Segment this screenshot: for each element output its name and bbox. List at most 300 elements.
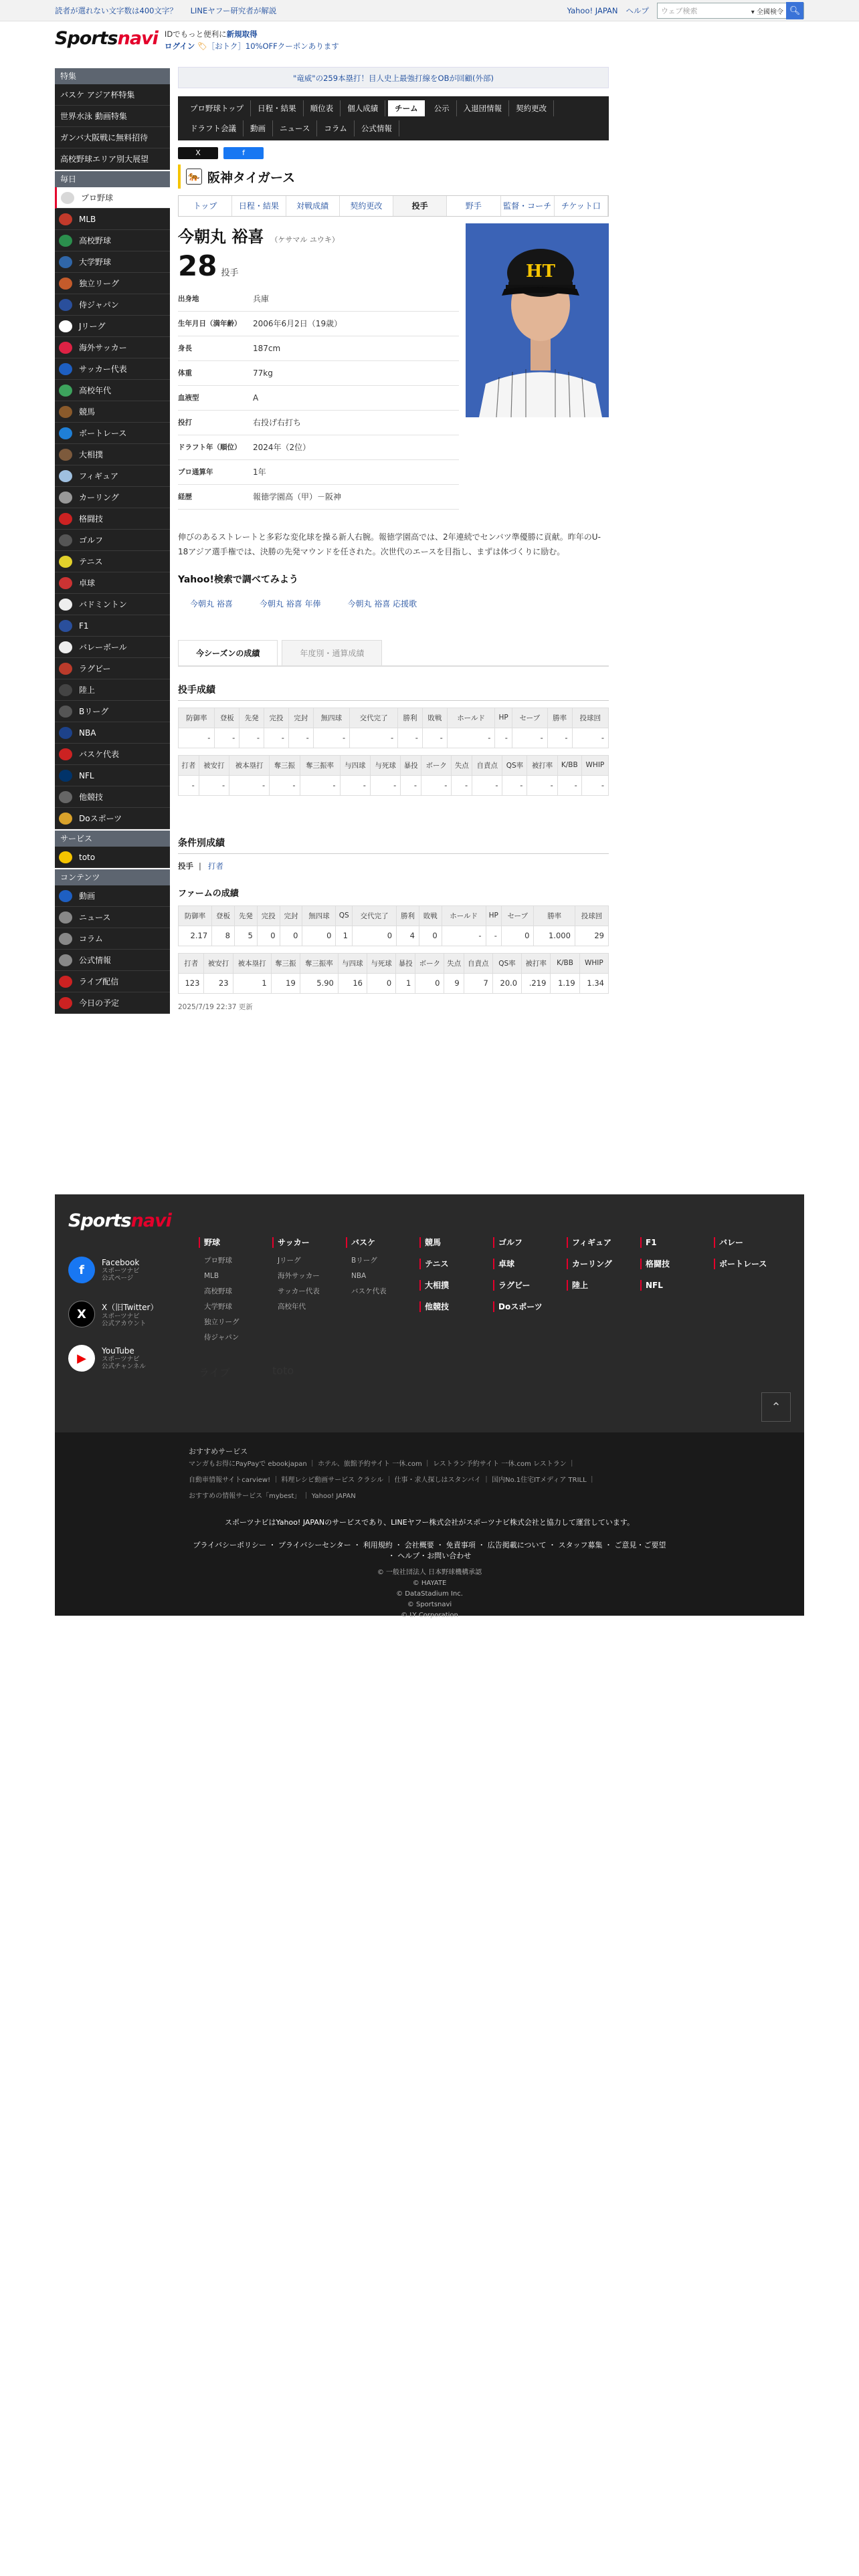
footer-logo[interactable]: Sportsnavi [68,1210,171,1231]
news-icon [59,911,72,924]
rugby-icon [59,663,72,675]
sidebar-item-Bリーグ[interactable] [55,701,170,722]
stats-tab[interactable]: 今シーズンの成績 [178,640,278,665]
yahoo-search-link[interactable]: 今朝丸 裕喜 [190,599,233,609]
table-header-cell: 被打率 [522,953,551,973]
table-header-cell: 与死球 [370,755,400,775]
baseball-nav-item[interactable]: 契約更改 [509,100,554,116]
team-tab[interactable]: 契約更改 [340,196,393,216]
table-cell: 9 [444,973,464,993]
sidebar-item-ゴルフ[interactable] [55,530,170,551]
table-header-cell: 投球回 [572,708,608,728]
stats-tab[interactable]: 年度別・通算成績 [282,640,382,665]
skate-icon [59,470,72,482]
table-cell: .219 [522,973,551,993]
table-cell: - [199,775,229,795]
table-cell: - [442,926,486,946]
baseball-nav-item[interactable]: 公式情報 [355,120,399,136]
top-bar [0,0,859,21]
table-header-cell: 先発 [240,708,264,728]
volleyball-icon [59,641,72,653]
sidebar [55,67,170,1014]
footer-col-heading[interactable]: toto [272,1364,294,1377]
sidebar-item-NFL[interactable] [55,765,170,786]
sidebar-item-バレーボール[interactable] [55,637,170,658]
sidebar-feature-1[interactable]: バスケ アジア杯特集 [55,84,170,106]
team-tab[interactable]: 日程・結果 [232,196,286,216]
basketball-icon [59,748,72,760]
other-icon [59,791,72,803]
sidebar-item-Doスポーツ[interactable] [55,808,170,829]
register-link[interactable]: 新規取得 [226,29,258,39]
table-cell: - [350,728,398,748]
table-header-cell: 与四球 [340,755,370,775]
footer-col-heading[interactable]: 卓球 [493,1259,567,1269]
footer-link[interactable]: Jリーグ [278,1257,301,1265]
table-row [179,775,609,795]
sidebar-item-F1[interactable] [55,615,170,637]
help-link[interactable]: ヘルプ [626,6,649,15]
baseball-nav-item[interactable]: 順位表 [304,100,341,116]
sidebar-item-label: toto [79,852,96,862]
player-info-value: A [253,385,459,410]
do-icon [59,813,72,825]
shuttle-icon [59,599,72,611]
footer-link[interactable]: 高校野球 [204,1287,232,1295]
sidebar-item-toto[interactable] [55,847,170,868]
back-to-top-icon[interactable]: ⌃ [761,1392,791,1422]
table-header-cell: 暴投 [396,953,415,973]
sportsnavi-logo[interactable]: Sportsnavi [55,28,158,49]
baseball-nav-item[interactable]: 日程・結果 [251,100,304,116]
sidebar-item-バドミントン[interactable] [55,594,170,615]
player-profile [178,223,609,510]
table-cell: 1.19 [551,973,579,993]
table-header-cell: 防御率 [179,708,215,728]
table-header-cell: セーブ [501,905,534,926]
footer-social-youtube[interactable] [68,1336,182,1380]
sidebar-item-大学野球[interactable] [55,251,170,273]
footer-link[interactable]: バスケ代表 [351,1287,387,1295]
player-info-value: 2006年6月2日（19歳） [253,311,459,336]
baseball-nav-item[interactable]: プロ野球トップ [183,100,251,116]
sidebar-item-侍ジャパン[interactable] [55,294,170,316]
player-info-table [178,286,459,510]
table-header-cell: 勝利 [397,905,419,926]
team-tab[interactable]: トップ [179,196,232,216]
footer-social-sub: 公式ページ [102,1275,134,1282]
footer-col-heading[interactable]: 陸上 [567,1280,640,1291]
youtube-icon: ▶ [68,1345,95,1372]
table-row [179,973,609,993]
table-cell: - [340,775,370,795]
sidebar-item-label: NBA [79,728,96,738]
table-cell: 1 [233,973,271,993]
sidebar-item-label: F1 [79,621,89,631]
shoe-icon [59,684,72,696]
footer-link[interactable]: 独立リーグ [204,1318,240,1326]
table-header-cell: 勝率 [547,708,572,728]
f1-icon [59,620,72,632]
sidebar-heading-contents: コンテンツ [55,869,170,885]
baseball-nav-item[interactable]: 個人成績 [341,100,385,116]
table-header-cell: 打者 [179,755,199,775]
table-header-row [179,755,609,775]
footer-link[interactable]: 大学野球 [204,1303,232,1311]
table-header-cell: 被安打 [204,953,233,973]
table-cell: 0 [352,926,396,946]
toto-icon [59,851,72,863]
pitching-stats-table-2 [178,755,609,796]
copyrights [189,1568,670,1621]
footer-social [68,1248,182,1380]
player-info-key: 投打 [178,410,253,435]
table-cell: - [472,775,502,795]
golf-icon [59,534,72,546]
sidebar-item-label: NFL [79,770,94,780]
sidebar-item-高校年代[interactable] [55,380,170,401]
share-facebook-button[interactable]: f [223,147,264,159]
sidebar-item-ニュース[interactable] [55,907,170,928]
table-cell: - [270,775,300,795]
player-info-key: ドラフト年（順位） [178,435,253,459]
share-x-button[interactable]: X [178,147,218,159]
table-cell: - [300,775,340,795]
footer-link[interactable]: 高校年代 [278,1303,306,1311]
footer-social-x[interactable] [68,1292,182,1336]
sidebar-item-label: 高校野球 [79,236,112,245]
footer-col-heading[interactable]: 野球 [199,1237,272,1248]
sidebar-item-大相撲[interactable] [55,444,170,465]
table-cell: 123 [179,973,204,993]
top-news-link-1[interactable]: 読者が選れない文字数は400文字？ [55,6,177,15]
footer-link[interactable]: サッカー代表 [278,1287,320,1295]
table-cell: - [264,728,289,748]
table-header-cell: 完投 [257,905,280,926]
team-tab[interactable]: チケット口 [555,196,608,216]
sidebar-item-ライブ配信[interactable] [55,971,170,992]
footer-col-heading[interactable]: Doスポーツ [493,1301,567,1312]
calendar-icon [59,997,72,1009]
table-cell: - [572,728,608,748]
soccer-icon [59,363,72,375]
sidebar-item-コラム[interactable] [55,928,170,950]
table-header-cell: WHIP [581,755,608,775]
team-tab[interactable]: 対戦成績 [286,196,340,216]
pitching-stats-table-1 [178,708,609,748]
sidebar-item-label: 競馬 [79,407,96,417]
table-cell: - [512,728,547,748]
soccer-icon [59,320,72,332]
soccer-icon [59,385,72,397]
table-header-cell: 無四球 [302,905,336,926]
sidebar-heading-mainichi: 毎日 [55,171,170,187]
sidebar-item-プロ野球[interactable] [55,187,170,209]
footer-social-sub: スポーツナビ [102,1267,140,1275]
player-info-row [178,286,459,311]
baseball-nav-item[interactable]: 動画 [244,120,273,136]
footer-col-heading[interactable]: ライブ [199,1366,231,1379]
footer-link[interactable]: MLB [204,1272,219,1280]
updated-time: 2025/7/19 22:37 更新 [178,1002,253,1011]
sidebar-item-label: 陸上 [79,685,96,695]
player-info-value: 兵庫 [253,286,459,311]
table-header-cell: HP [495,708,512,728]
baseball-nav-item[interactable]: 公示 [427,100,457,116]
footer-col-heading[interactable]: ゴルフ [493,1237,567,1248]
sidebar-item-今日の予定[interactable] [55,992,170,1014]
promo-banner[interactable]: "竜威"の259本塁打！目人史上最強打線をOBが回顧(外部) [178,67,609,88]
info-icon [59,954,72,966]
top-news-link-2[interactable]: LINEヤフー研究者が解説 [190,6,277,15]
copyright-line: © LY Corporation [401,1612,458,1619]
table-cell: - [179,775,199,795]
table-header-cell: 被安打 [199,755,229,775]
footer-col-heading[interactable]: 他競技 [419,1301,493,1312]
table-header-row [179,953,609,973]
sidebar-item-フィギュア[interactable] [55,465,170,487]
table-cell: 29 [575,926,608,946]
table-cell: - [398,728,423,748]
copyright-line: © DataStadium Inc. [396,1590,463,1598]
footer-col-heading[interactable]: 競馬 [419,1237,493,1248]
table-cell: - [370,775,400,795]
player-info-value: 1年 [253,459,459,484]
sidebar-item-バスケ代表[interactable] [55,744,170,765]
footer-col [199,1237,272,1346]
table-header-cell: 防御率 [179,905,212,926]
table-cell: 7 [464,973,492,993]
footer-col-heading[interactable]: ボートレース [714,1259,787,1269]
table-header-cell: 先発 [234,905,257,926]
sidebar-item-Jリーグ[interactable] [55,316,170,337]
table-cell: 0 [257,926,280,946]
table-header-cell: 敗戦 [422,708,447,728]
table-cell: 2.17 [179,926,212,946]
player-info-row [178,410,459,435]
table-cell: - [557,775,581,795]
search-input[interactable]: ウェブ検索 [661,7,698,15]
sidebar-feature-2[interactable]: 世界水泳 動画特集 [55,106,170,127]
sidebar-feature-4[interactable]: 高校野球エリア別大展望 [55,148,170,170]
sidebar-item-label: プロ野球 [81,193,114,203]
sidebar-feature-3[interactable]: ガンバ大阪戦に無料招待 [55,127,170,148]
baseball-nav-item[interactable]: 入退団情報 [457,100,510,116]
recommended-services-heading: おすすめサービス [189,1447,248,1456]
sidebar-item-label: テニス [79,557,103,566]
sidebar-item-label: 今日の予定 [79,998,120,1008]
footer-col [567,1237,640,1346]
sidebar-item-卓球[interactable] [55,572,170,594]
team-tab[interactable]: 監督・コーチ [501,196,555,216]
sidebar-item-label: 独立リーグ [79,279,120,288]
sidebar-item-ラグビー[interactable] [55,658,170,679]
footer-col-heading[interactable]: 大相撲 [419,1280,493,1291]
footer-col-heading[interactable]: カーリング [567,1259,640,1269]
glove-icon [59,513,72,525]
footer-link[interactable]: NBA [351,1272,367,1280]
recommended-service-line[interactable]: マンガもお得にPayPayで ebookjapan ｜ ホテル、旅館予約サイト 一休.com ｜ レストラン予約サイト 一休.com レストラン ｜ [189,1461,575,1468]
sidebar-item-公式情報[interactable] [55,950,170,971]
footer-link[interactable]: プロ野球 [204,1257,232,1265]
copyright-line: © Sportsnavi [407,1601,452,1608]
recommended-service-line[interactable]: おすすめの情報サービス「mybest」 ｜ Yahoo! JAPAN [189,1493,356,1500]
stats-tabs [178,640,609,667]
footer-social-sub: 公式アカウント [102,1319,147,1327]
footer-link[interactable]: 海外サッカー [278,1272,320,1280]
player-description: 伸びのあるストレートと多彩な変化球を操る新人右腕。報徳学園高では、2年連続でセンバツ準優勝に貢献。昨年のU-18アジア選手権では、決勝の先発マウンドを任された。次世代のエースを目指し、まずは体づくりに励む。 [178,532,601,556]
footer-col-heading[interactable]: バレー [714,1237,787,1248]
footer-col [714,1237,787,1346]
baseball-icon [59,235,72,247]
table-cell: - [527,775,557,795]
footer-col [346,1237,419,1346]
footer-col [493,1237,567,1346]
player-info-row [178,459,459,484]
footer [55,1194,804,1619]
table-header-row [179,905,609,926]
footer-social-sub: スポーツナビ [102,1312,140,1320]
sidebar-item-label: ゴルフ [79,536,104,545]
pitching-stats-heading: 投手成績 [178,683,609,701]
sidebar-item-競馬[interactable] [55,401,170,423]
yahoo-search-link[interactable]: 今朝丸 裕喜 応援歌 [347,599,417,609]
login-link[interactable]: ログイン [164,41,195,51]
table-header-cell: 打者 [179,953,204,973]
table-header-cell: 登板 [215,708,240,728]
yahoo-japan-link[interactable]: Yahoo! JAPAN [567,6,618,15]
baseball-nav-item[interactable]: チーム [388,100,425,116]
team-tab[interactable]: 野手 [447,196,500,216]
coupon-link[interactable]: ［おトク］10%OFFクーポンあります [207,41,339,51]
sidebar-item-label: 他競技 [79,792,104,802]
pingpong-icon [59,577,72,589]
sidebar-item-ボートレース[interactable] [55,423,170,444]
table-header-cell: 投球回 [575,905,608,926]
sidebar-item-label: 海外サッカー [79,343,127,352]
sidebar-item-高校野球[interactable] [55,230,170,251]
sidebar-item-動画[interactable] [55,885,170,907]
x-icon: X [68,1301,95,1327]
footer-link[interactable]: 侍ジャパン [204,1333,240,1341]
main-content [178,67,609,1012]
sidebar-item-label: 大相撲 [79,450,104,459]
table-header-cell: セーブ [512,708,547,728]
sidebar-item-テニス[interactable] [55,551,170,572]
yahoo-search-link[interactable]: 今朝丸 裕喜 年俸 [259,599,321,609]
baseball-icon [59,278,72,290]
table-cell: - [495,728,512,748]
footer-social-name: Facebook [102,1258,140,1267]
table-cell: - [313,728,349,748]
footer-social-facebook[interactable] [68,1248,182,1292]
baseball-nav-item[interactable]: ニュース [273,120,317,136]
column-icon [59,933,72,945]
policy-links[interactable]: プライバシーポリシー ・ プライバシーセンター ・ 利用規約 ・ 会社概要 ・ 免責事項 ・ 広告掲載について ・ スタッフ募集 ・ ご意見・ご要望 ・ ヘルプ・お問い合わせ [193,1541,666,1560]
table-cell: 4 [397,926,419,946]
footer-col-heading[interactable]: バスケ [346,1237,419,1248]
table-cell: 23 [204,973,233,993]
search-icon[interactable]: 🔍︎ [786,2,803,19]
player-info-value: 187cm [253,336,459,360]
nfl-icon [59,770,72,782]
footer-col-heading[interactable]: フィギュア [567,1237,640,1248]
live-icon [59,976,72,988]
sidebar-item-label: フィギュア [79,471,119,481]
sidebar-item-海外サッカー[interactable] [55,337,170,358]
baseball-icon [59,299,72,311]
table-cell: - [502,775,527,795]
footer-col-heading[interactable]: 格闘技 [640,1259,714,1269]
table-header-cell: WHIP [579,953,608,973]
team-tab[interactable]: 投手 [393,196,447,216]
farm-stats-heading: ファームの成績 [178,888,239,899]
sidebar-item-label: 卓球 [79,578,96,588]
recommended-services [189,1457,670,1505]
table-cell: - [229,775,270,795]
footer-col-heading[interactable]: ラグビー [493,1280,567,1291]
sidebar-item-NBA[interactable] [55,722,170,744]
baseball-nav-item[interactable]: ドラフト会議 [183,120,244,136]
sidebar-item-格闘技[interactable] [55,508,170,530]
table-header-cell: ボーク [415,953,444,973]
sidebar-item-label: ニュース [79,913,111,922]
footer-col-heading[interactable]: サッカー [272,1237,346,1248]
footer-col-heading[interactable]: F1 [640,1237,714,1248]
table-cell: 0 [367,973,396,993]
sidebar-heading-service: サービス [55,831,170,847]
baseball-nav-item[interactable]: コラム [317,120,354,136]
player-info-key: 体重 [178,360,253,385]
sidebar-item-独立リーグ[interactable] [55,273,170,294]
sidebar-item-MLB[interactable] [55,209,170,230]
table-cell: - [581,775,608,795]
table-header-cell: 勝利 [398,708,423,728]
footer-col-heading[interactable]: NFL [640,1280,714,1291]
table-header-cell: 奪三振率 [300,953,338,973]
boat-icon [59,427,72,439]
recommended-service-line[interactable]: 自動車情報サイトcarview! ｜ 料理レシピ動画サービス クラシル ｜ 仕事・求人探しはスタンバイ ｜ 国内No.1住宅ITメディア TRILL ｜ [189,1477,595,1484]
bleague-icon [59,706,72,718]
sidebar-item-他競技[interactable] [55,786,170,808]
web-search-box[interactable] [657,3,804,19]
sidebar-item-label: サッカー代表 [79,364,127,374]
svg-text:HT: HT [526,261,555,282]
sumo-icon [59,449,72,461]
sidebar-item-カーリング[interactable] [55,487,170,508]
header-tagline: IDでもっと便利に [164,29,227,39]
table-cell: - [421,775,452,795]
table-header-cell: 自責点 [464,953,492,973]
cond-batter-link[interactable]: 打者 [207,861,223,871]
copyright-line: © HAYATE [412,1580,447,1587]
footer-link[interactable]: Bリーグ [351,1257,377,1265]
conditional-stats-heading: 条件別成績 [178,836,609,854]
sidebar-item-陸上[interactable] [55,679,170,701]
player-name: 今朝丸 裕喜 （ケサマル ユウキ） [178,227,339,246]
player-info-value: 77kg [253,360,459,385]
footer-col-heading[interactable]: テニス [419,1259,493,1269]
nba-icon [59,727,72,739]
footer-social-name: X（旧Twitter） [102,1302,159,1312]
table-cell: - [288,728,313,748]
table-header-cell: 交代完了 [350,708,398,728]
table-header-cell: 奪三振 [271,953,300,973]
player-photo [466,223,609,417]
search-scope-select[interactable]: ▾ 全國検令 [751,8,783,16]
table-cell: 0 [280,926,302,946]
sidebar-item-サッカー代表[interactable] [55,358,170,380]
